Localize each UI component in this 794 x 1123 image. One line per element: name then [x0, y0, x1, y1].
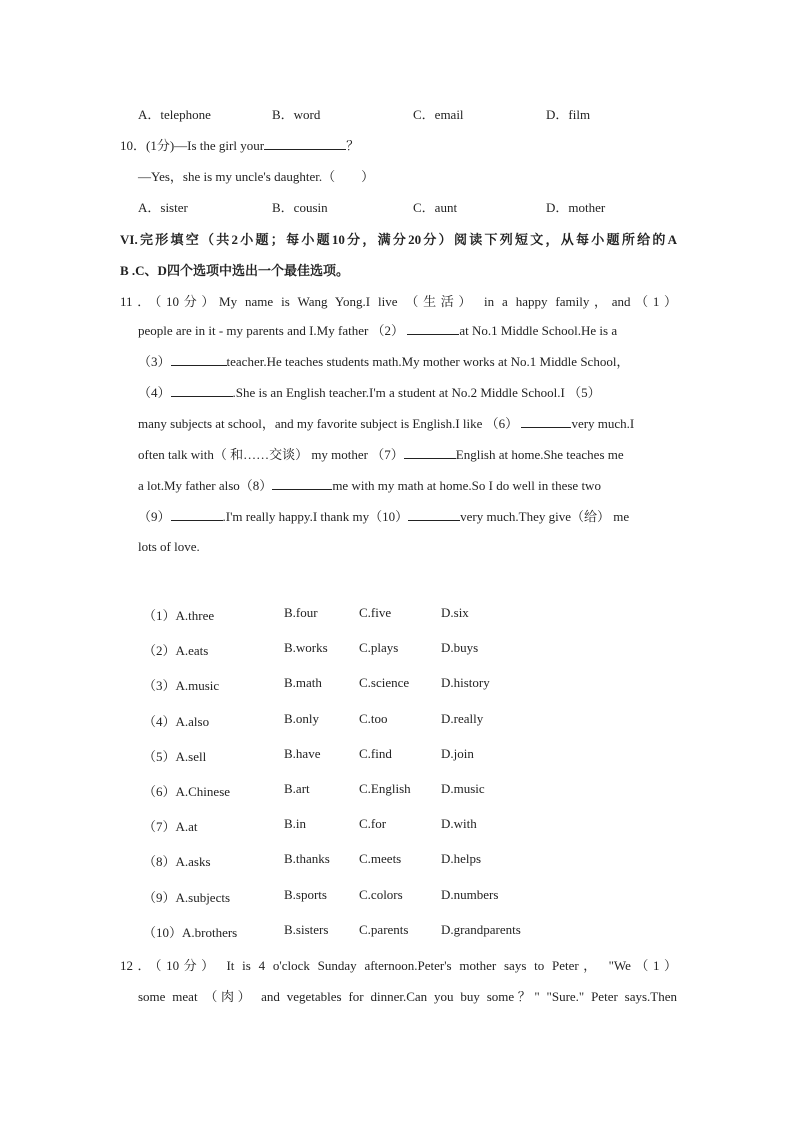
- choice-option-d: D.really: [441, 710, 484, 726]
- q11-blank-6: [521, 415, 571, 428]
- q9-option-a: A．telephone: [138, 107, 211, 122]
- choice-option-n: （9）A.subjects: [143, 889, 231, 905]
- q11-line-5-tail: very much.I: [571, 416, 635, 431]
- choice-option-b: B.in: [284, 816, 307, 832]
- q11-line-4-num: （4）: [138, 385, 171, 400]
- q10-option-c: C．aunt: [413, 200, 458, 215]
- q11-blank-3: [171, 353, 227, 366]
- q10-prefix: 10．(1分)—Is the girl your: [120, 138, 265, 153]
- choice-option-d: D.history: [441, 675, 490, 691]
- choice-option-n: （5）A.sell: [143, 748, 207, 764]
- q11-blank-9: [171, 508, 223, 521]
- choice-option-c: C.for: [359, 816, 387, 832]
- q11-line-1: 11．（10分）My name is Wang Yong.I live （生活） in a happy family，and（1）: [120, 294, 677, 309]
- q9-option-c: C．email: [413, 107, 464, 122]
- choice-option-d: D.grandparents: [441, 921, 521, 937]
- choice-option-b: B.only: [284, 710, 320, 726]
- q11-line-8-num: （9）: [138, 509, 171, 524]
- choice-option-b: B.four: [284, 605, 318, 620]
- q10-answer-line: —Yes，she is my uncle's daughter.（ ）: [138, 169, 375, 184]
- choice-option-b: B.math: [284, 675, 322, 691]
- choice-option-n: （2）A.eats: [143, 643, 209, 659]
- q11-line-8-text: .I'm really happy.I thank my（10）: [222, 509, 409, 524]
- choice-option-c: C.five: [359, 605, 392, 620]
- q11-line-2-tail: at No.1 Middle School.He is a: [459, 323, 618, 338]
- q11-blank-10: [408, 508, 460, 521]
- q11-blank-8: [272, 477, 332, 490]
- choice-option-c: C.meets: [359, 851, 402, 867]
- q11-blank-7: [404, 446, 456, 459]
- choice-option-c: C.too: [359, 710, 388, 726]
- choice-option-d: D.join: [441, 745, 474, 761]
- q9-option-d: D．film: [546, 107, 591, 122]
- choice-option-n: （3）A.music: [143, 678, 220, 694]
- q11-line-8-tail: very much.They give（给） me: [460, 509, 630, 524]
- choice-option-c: C.science: [359, 675, 410, 691]
- choice-option-b: B.have: [284, 745, 321, 761]
- q11-line-8: [138, 508, 678, 526]
- q11-line-5-text: many subjects at school，and my favorite subject is English.I like （6）: [138, 416, 519, 431]
- choice-option-d: D.music: [441, 781, 485, 796]
- q10-suffix: ？: [346, 138, 360, 153]
- choice-option-d: D.numbers: [441, 886, 499, 902]
- choice-option-b: B.sisters: [284, 921, 329, 937]
- choice-option-b: B.works: [284, 640, 328, 656]
- choice-option-c: C.parents: [359, 921, 409, 937]
- choice-option-n: （8）A.asks: [143, 854, 211, 870]
- choice-option-c: C.colors: [359, 886, 403, 902]
- q11-line-2-text: people are in it - my parents and I.My father （2）: [138, 323, 405, 338]
- q11-line-7: [138, 477, 678, 495]
- choice-option-n: （7）A.at: [143, 819, 198, 835]
- choice-option-c: C.plays: [359, 640, 399, 656]
- choice-option-d: D.buys: [441, 640, 479, 656]
- q11-line-7-text: a lot.My father also（8）: [138, 478, 273, 493]
- q11-line-7-tail: me with my math at home.So I do well in these two: [332, 478, 601, 493]
- q10-blank: [264, 137, 346, 150]
- choice-option-d: D.with: [441, 816, 477, 832]
- q9-option-b: B．word: [272, 107, 321, 122]
- q11-blank-4: [171, 384, 233, 397]
- q11-line-3-text: teacher.He teaches students math.My mother works at No.1 Middle School，: [226, 354, 630, 369]
- q11-line-9: lots of love.: [138, 539, 200, 554]
- choice-option-d: D.six: [441, 605, 469, 620]
- choice-option-b: B.thanks: [284, 851, 330, 867]
- section-heading-line1: VI.完形填空（共2小题；每小题10分，满分20分）阅读下列短文，从每小题所给的A: [120, 232, 677, 247]
- q11-line-4: [138, 384, 678, 402]
- q11-line-6: [138, 446, 678, 464]
- q11-line-3-num: （3）: [138, 354, 171, 369]
- choice-option-n: （10）A.brothers: [143, 924, 238, 940]
- q12-line-1: 12．（10分） It is 4 o'clock Sunday afternoon.Peter's mother says to Peter， "We（1）: [120, 958, 677, 973]
- q11-line-3: [138, 353, 678, 371]
- choice-option-c: C.find: [359, 745, 392, 761]
- choice-option-b: B.sports: [284, 886, 327, 902]
- section-heading-line2: B .C、D四个选项中选出一个最佳选项。: [120, 263, 349, 278]
- choice-option-c: C.English: [359, 781, 411, 796]
- q10-option-a: A．sister: [138, 200, 188, 215]
- q12-line-2: some meat （肉） and vegetables for dinner.Can you buy some？" "Sure." Peter says.Then: [138, 989, 677, 1004]
- choice-option-n: （4）A.also: [143, 713, 210, 729]
- q11-line-4-text: .She is an English teacher.I'm a student at No.2 Middle School.I （5）: [232, 385, 601, 400]
- choice-option-d: D.helps: [441, 851, 482, 867]
- q11-line-2: [138, 322, 678, 340]
- choice-option-n: （1）A.three: [143, 608, 215, 623]
- q10-option-b: B．cousin: [272, 200, 328, 215]
- q10-option-d: D．mother: [546, 200, 606, 215]
- q11-line-5: [138, 415, 678, 433]
- choice-option-b: B.art: [284, 781, 310, 796]
- q10-question: [120, 135, 359, 154]
- q11-line-6-text: often talk with（ 和……交谈） my mother （7）: [138, 447, 404, 462]
- choice-option-n: （6）A.Chinese: [143, 784, 231, 799]
- q11-line-6-tail: English at home.She teaches me: [455, 447, 624, 462]
- q11-blank-2: [407, 322, 459, 335]
